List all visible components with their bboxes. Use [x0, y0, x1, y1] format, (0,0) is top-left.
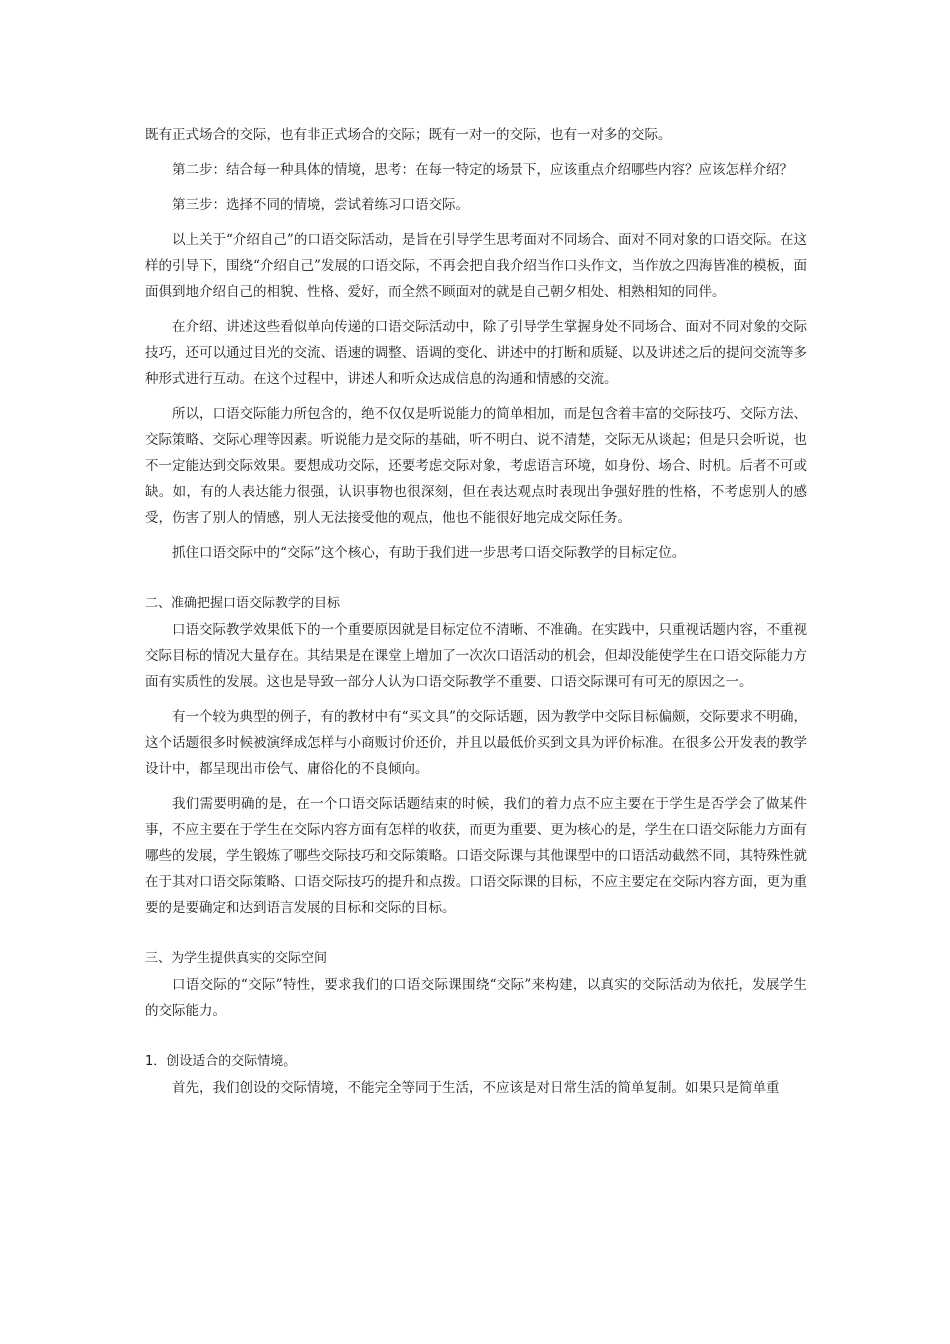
document-page: [145, 122, 807, 1110]
subsection-heading-3-1: 1．创设适合的交际情境。: [145, 1054, 297, 1069]
paragraph: 口语交际的“交际”特性，要求我们的口语交际课围绕“交际”来构建，以真实的交际活动为依托，发展学生的交际能力。: [145, 977, 807, 1019]
paragraph: 所以，口语交际能力所包含的，绝不仅仅是听说能力的简单相加，而是包含着丰富的交际技巧、交际方法、交际策略、交际心理等因素。听说能力是交际的基础，听不明白、说不清楚，交际无从谈起；但是只会听说，也不一定能达到交际效果。要想成功交际，还要考虑交际对象，考虑语言环境，如身份、场合、时机。后者不可或缺。如，有的人表达能力很强，认识事物也很深刻，但在表达观点时表现出争强好胜的性格，不考虑别人的感受，伤害了别人的情感，别人无法接受他的观点，他也不能很好地完成交际任务。: [145, 406, 807, 526]
paragraph: 有一个较为典型的例子，有的教材中有“买文具”的交际话题，因为教学中交际目标偏颇，交际要求不明确，这个话题很多时候被演绎成怎样与小商贩讨价还价，并且以最低价买到文具为评价标准。在很多公开发表的教学设计中，都呈现出市侩气、庸俗化的不良倾向。: [145, 709, 807, 777]
paragraph: 我们需要明确的是，在一个口语交际话题结束的时候，我们的着力点不应主要在于学生是否学会了做某件事，不应主要在于学生在交际内容方面有怎样的收获，而更为重要、更为核心的是，学生在口语交际能力方面有哪些的发展，学生锻炼了哪些交际技巧和交际策略。口语交际课与其他课型中的口语活动截然不同，其特殊性就在于其对口语交际策略、口语交际技巧的提升和点拨。口语交际课的目标，不应主要定在交际内容方面，更为重要的是要确定和达到语言发展的目标和交际的目标。: [145, 796, 807, 916]
paragraph: 第三步：选择不同的情境，尝试着练习口语交际。: [172, 197, 469, 213]
section-heading-3: 三、为学生提供真实的交际空间: [145, 951, 328, 966]
paragraph: 在介绍、讲述这些看似单向传递的口语交际活动中，除了引导学生掌握身处不同场合、面对不同对象的交际技巧，还可以通过目光的交流、语速的调整、语调的变化、讲述中的打断和质疑、以及讲述之后的提问交流等多种形式进行互动。在这个过程中，讲述人和听众达成信息的沟通和情感的交流。: [145, 319, 807, 387]
paragraph: 既有正式场合的交际，也有非正式场合的交际；既有一对一的交际，也有一对多的交际。: [145, 127, 672, 143]
paragraph: 抓住口语交际中的“交际”这个核心，有助于我们进一步思考口语交际教学的目标定位。: [172, 545, 686, 561]
section-heading-2: 二、准确把握口语交际教学的目标: [145, 596, 341, 611]
paragraph: 口语交际教学效果低下的一个重要原因就是目标定位不清晰、不准确。在实践中，只重视话题内容，不重视交际目标的情况大量存在。其结果是在课堂上增加了一次次口语活动的机会，但却没能使学生在口语交际能力方面有实质性的发展。这也是导致一部分人认为口语交际教学不重要、口语交际课可有可无的原因之一。: [145, 622, 807, 690]
paragraph: 首先，我们创设的交际情境，不能完全等同于生活，不应该是对日常生活的简单复制。如果只是简单重: [172, 1080, 780, 1096]
paragraph: 第二步：结合每一种具体的情境，思考：在每一特定的场景下，应该重点介绍哪些内容？应该怎样介绍？: [172, 162, 793, 178]
paragraph: 以上关于“介绍自己”的口语交际活动，是旨在引导学生思考面对不同场合、面对不同对象的口语交际。在这样的引导下，围绕“介绍自己”发展的口语交际，不再会把自我介绍当作口头作文，当作放之四海皆准的模板，面面俱到地介绍自己的相貌、性格、爱好，而全然不顾面对的就是自己朝夕相处、相熟相知的同伴。: [145, 232, 807, 300]
